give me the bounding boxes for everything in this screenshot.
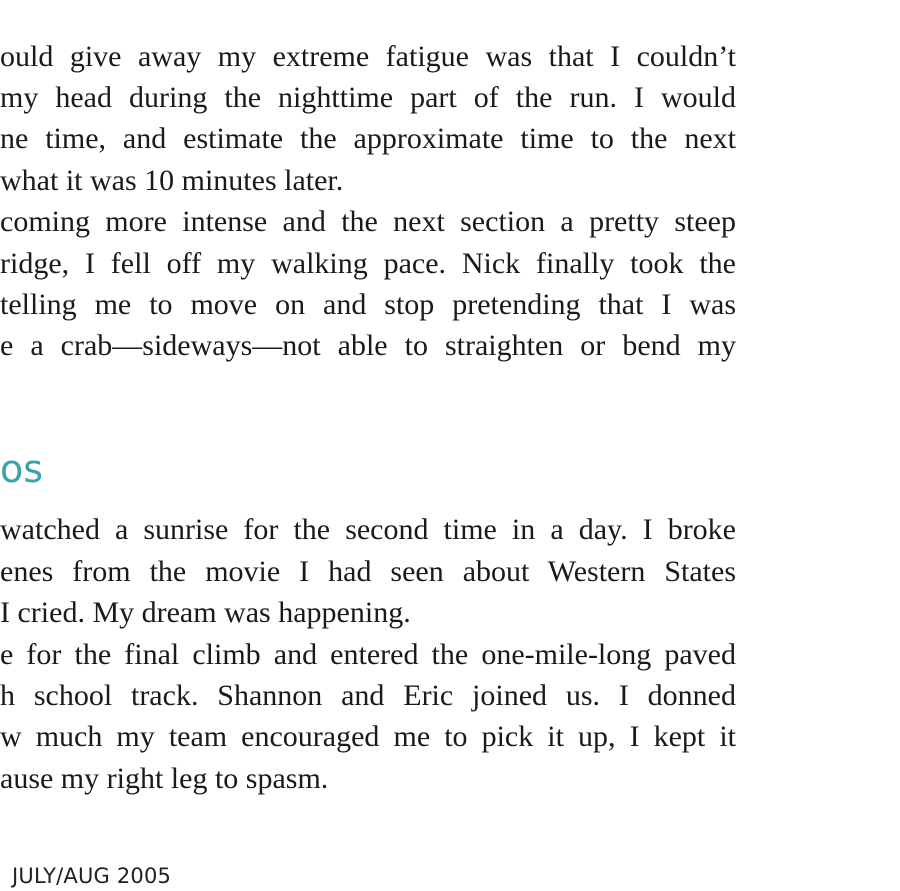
body-text-line: enes from the movie I had seen about Western States — [0, 557, 736, 588]
body-text-line: telling me to move on and stop pretending that I was — [0, 290, 736, 321]
body-text-line: ridge, I fell off my walking pace. Nick finally took the — [0, 249, 736, 280]
body-text-line: what it was 10 minutes later. — [0, 164, 344, 197]
body-text-line: e a crab—sideways—not able to straighten or bend my — [0, 331, 736, 362]
body-text-line: ould give away my extreme fatigue was that I couldn’t — [0, 42, 736, 73]
body-text-line: ne time, and estimate the approximate time to the next — [0, 124, 736, 155]
body-text-line: w much my team encouraged me to pick it up, I kept it — [0, 722, 736, 753]
body-text-line: watched a sunrise for the second time in a day. I broke — [0, 515, 736, 546]
body-text-line: e for the final climb and entered the one-mile-long paved — [0, 640, 736, 671]
issue-date-footer: JULY/AUG 2005 — [12, 864, 172, 888]
body-text-line: my head during the nighttime part of the run. I would — [0, 83, 736, 114]
body-text-line: coming more intense and the next section a pretty steep — [0, 207, 736, 238]
body-text-line: ause my right leg to spasm. — [0, 762, 329, 795]
section-heading: os — [0, 447, 44, 491]
body-text-line: I cried. My dream was happening. — [0, 596, 411, 629]
body-text-line: h school track. Shannon and Eric joined us. I donned — [0, 681, 736, 712]
